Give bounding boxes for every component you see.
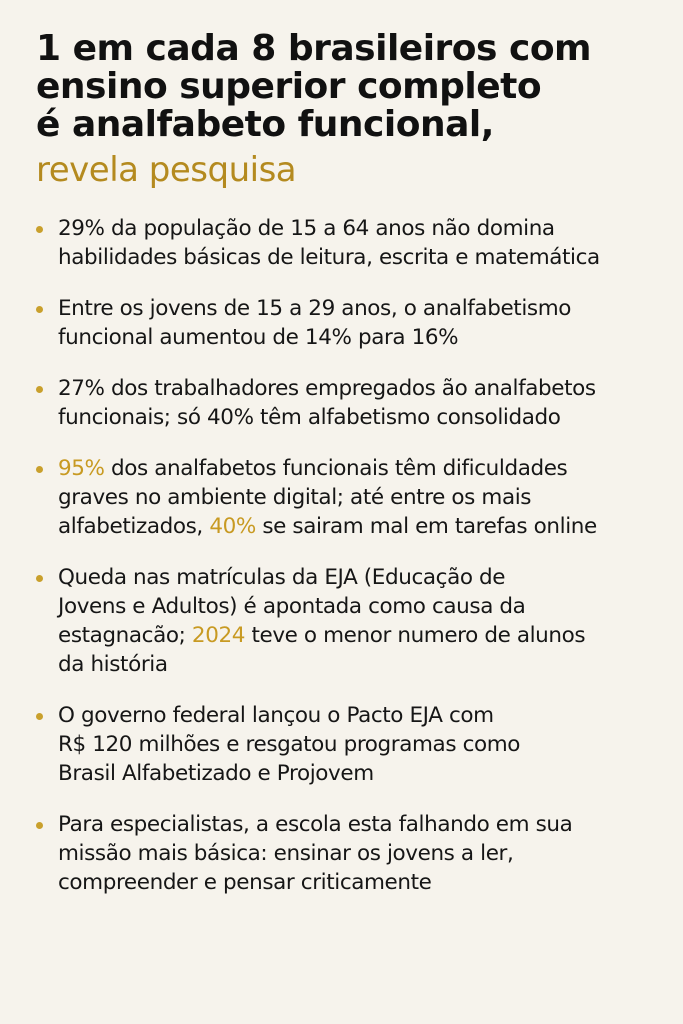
bullet-line: O governo federal lançou o Pacto EJA com [58,703,494,728]
bullet-item-illiteracy-rate [36,214,653,272]
bullet-item-eja-decline [36,563,653,679]
bullet-text: dos analfabetos funcionais têm dificuldades [104,456,568,481]
bullet-text: alfabetizados, [58,514,210,539]
bullet-dot-icon [36,575,43,582]
headline-subtitle: revela pesquisa [36,150,297,190]
bullet-dot-icon [36,822,43,829]
highlight-value: 95% [58,456,105,481]
headline-line: é analfabeto funcional, [36,104,494,145]
bullet-text: estagnacão; [58,623,192,648]
bullet-item-pacto-eja [36,701,653,788]
bullet-line [58,454,653,483]
bullet-item-digital [36,454,653,541]
bullet-line: funcionais; só 40% têm alfabetismo consolidado [58,405,561,430]
bullet-dot-icon [36,306,43,313]
bullet-line: funcional aumentou de 14% para 16% [58,325,459,350]
bullet-dot-icon [36,226,43,233]
bullet-line: Queda nas matrículas da EJA (Educação de [58,565,506,590]
highlight-value: 2024 [191,623,246,648]
headline [36,30,653,144]
bullet-line [58,621,653,650]
bullet-item-youth [36,294,653,352]
bullet-line: graves no ambiente digital; até entre os mais [58,485,532,510]
bullet-text: teve o menor numero de alunos [245,623,586,648]
bullet-dot-icon [36,466,43,473]
bullet-line: R$ 120 milhões e resgatou programas como [58,732,521,757]
bullet-dot-icon [36,713,43,720]
bullet-line: 29% da população de 15 a 64 anos não domina [58,216,555,241]
bullet-item-specialists [36,810,653,897]
bullet-item-workers [36,374,653,432]
bullet-line: Brasil Alfabetizado e Projovem [58,761,374,786]
bullet-line: Para especialistas, a escola esta falhando em sua [58,812,573,837]
highlight-value: 40% [209,514,256,539]
bullet-line: missão mais básica: ensinar os jovens a ler, [58,841,514,866]
bullet-list [36,214,653,897]
bullet-line: da história [58,652,168,677]
bullet-line: compreender e pensar criticamente [58,870,432,895]
headline-line: 1 em cada 8 brasileiros com [36,28,592,69]
bullet-line: Jovens e Adultos) é apontada como causa da [58,594,526,619]
headline-line: ensino superior completo [36,66,542,107]
bullet-line: Entre os jovens de 15 a 29 anos, o analfabetismo [58,296,571,321]
bullet-dot-icon [36,386,43,393]
bullet-line: 27% dos trabalhadores empregados ão analfabetos [58,376,596,401]
bullet-line: habilidades básicas de leitura, escrita e matemática [58,245,600,270]
bullet-line [58,512,653,541]
bullet-text: se sairam mal em tarefas online [255,514,597,539]
